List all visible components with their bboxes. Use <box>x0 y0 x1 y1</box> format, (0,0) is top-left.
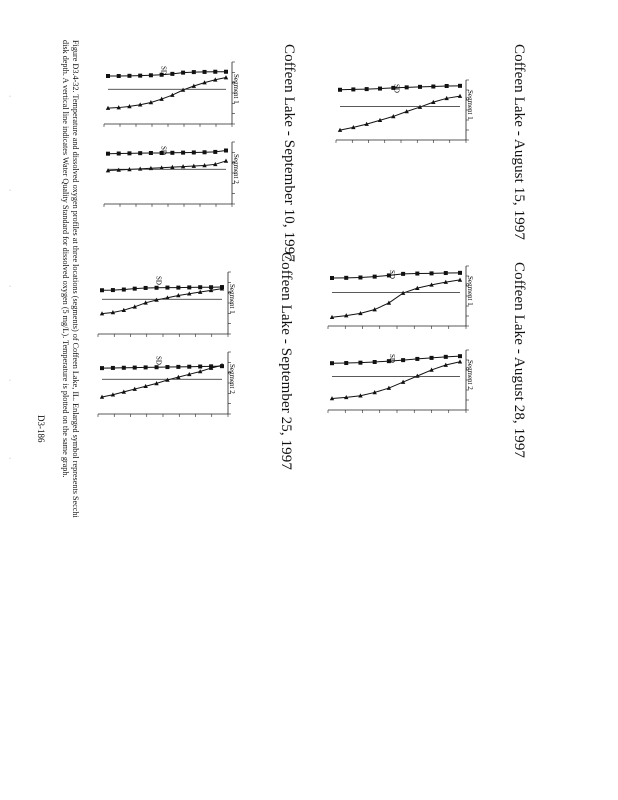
segment-label: Segment 1 <box>228 284 236 314</box>
do-point <box>224 159 228 163</box>
temp-point <box>445 84 449 88</box>
temp-point <box>415 357 419 361</box>
do-point <box>387 301 391 305</box>
plot-area <box>328 350 474 413</box>
segment-label: Segment 2 <box>232 154 240 184</box>
temp-point <box>431 85 435 89</box>
temp-point <box>176 365 180 369</box>
temp-point <box>430 356 434 360</box>
temp-point <box>117 74 121 78</box>
segment-label: Segment 2 <box>228 364 236 394</box>
do-point <box>458 94 462 98</box>
temp-point <box>149 151 153 155</box>
temp-point <box>330 276 334 280</box>
temp-point <box>149 73 153 77</box>
temp-point <box>415 272 419 276</box>
temp-point <box>418 85 422 89</box>
temp-point <box>117 152 121 156</box>
temp-point <box>127 74 131 78</box>
temp-point <box>224 70 228 74</box>
temp-point <box>170 72 174 76</box>
temp-point <box>358 275 362 279</box>
plot-area <box>98 352 236 417</box>
temp-point <box>122 288 126 292</box>
temp-point <box>198 285 202 289</box>
plot-area <box>98 272 236 337</box>
panel-title: Coffeen Lake - September 10, 1997 <box>281 44 297 262</box>
do-point <box>458 359 462 363</box>
temp-point <box>187 285 191 289</box>
temp-point <box>133 366 137 370</box>
do-point <box>224 75 228 79</box>
secchi-label: SD <box>388 270 397 279</box>
temp-point <box>100 288 104 292</box>
temp-point <box>187 365 191 369</box>
temp-point <box>330 361 334 365</box>
caption-line: Figure D3.4-32. Temperature and dissolved oxygen profiles at three locations (segments) of Coffeen Lake, IL. Enlarged symbol represents Secchi <box>71 40 80 518</box>
temp-point <box>106 152 110 156</box>
temp-point <box>122 366 126 370</box>
series-line <box>108 78 226 109</box>
secchi-label: SD <box>159 66 168 75</box>
secchi-label: SD <box>159 146 168 155</box>
temp-point <box>127 151 131 155</box>
temp-point <box>405 85 409 89</box>
temp-point <box>144 286 148 290</box>
profile-chart <box>84 260 244 352</box>
series-line <box>102 366 222 368</box>
caption-line: disk depth. A vertical line indicates Water Quality Standard for dissolved oxygen (5 mg/L). Temperature is plotted on the same graph. <box>61 40 70 478</box>
panel-title: Coffeen Lake - September 25, 1997 <box>278 252 294 470</box>
temp-point <box>213 70 217 74</box>
temp-point <box>181 151 185 155</box>
temp-point <box>133 287 137 291</box>
figure-caption <box>60 40 80 518</box>
temp-point <box>213 150 217 154</box>
temp-point <box>365 87 369 91</box>
temp-point <box>458 271 462 275</box>
temp-point <box>351 87 355 91</box>
series-line <box>332 280 460 317</box>
secchi-label: SD <box>392 84 401 93</box>
plot-area <box>104 62 240 127</box>
segment-label: Segment 1 <box>232 74 240 104</box>
temp-point <box>401 358 405 362</box>
profile-chart <box>314 254 482 344</box>
temp-point <box>344 276 348 280</box>
series-line <box>102 289 222 314</box>
temp-point <box>358 361 362 365</box>
temp-point <box>444 355 448 359</box>
scan-mark: · <box>9 284 11 290</box>
segment-label: Segment 1 <box>466 276 474 306</box>
series-line <box>340 96 460 130</box>
temp-point <box>373 360 377 364</box>
profile-chart <box>314 338 482 428</box>
profile-chart <box>90 130 248 222</box>
temp-point <box>111 288 115 292</box>
segment-label: Segment 2 <box>466 360 474 390</box>
page-number: D3-186 <box>36 415 46 443</box>
temp-point <box>378 87 382 91</box>
scan-mark: · <box>9 94 11 100</box>
temp-point <box>430 271 434 275</box>
temp-point <box>458 354 462 358</box>
secchi-label: SD <box>388 354 397 363</box>
temp-point <box>401 272 405 276</box>
profile-chart <box>322 68 482 158</box>
temp-point <box>138 151 142 155</box>
temp-point <box>176 286 180 290</box>
temp-point <box>165 365 169 369</box>
segment-label: Segment 1 <box>466 90 474 120</box>
temp-point <box>170 151 174 155</box>
scan-mark: · <box>9 456 11 462</box>
secchi-label: SD <box>154 356 163 365</box>
panel-title: Coffeen Lake - August 15, 1997 <box>511 44 527 241</box>
temp-point <box>373 275 377 279</box>
plot-area <box>104 142 240 207</box>
temp-point <box>155 365 159 369</box>
temp-point <box>155 286 159 290</box>
temp-point <box>458 84 462 88</box>
temp-point <box>138 74 142 78</box>
temp-point <box>444 271 448 275</box>
temp-point <box>106 74 110 78</box>
temp-point <box>224 149 228 153</box>
panel-title: Coffeen Lake - August 28, 1997 <box>511 262 527 459</box>
temp-point <box>203 70 207 74</box>
do-point <box>458 278 462 282</box>
temp-point <box>144 365 148 369</box>
temp-point <box>100 366 104 370</box>
temp-point <box>344 361 348 365</box>
series-line <box>102 365 222 397</box>
series-line <box>332 362 460 399</box>
temp-point <box>198 365 202 369</box>
temp-point <box>111 366 115 370</box>
temp-point <box>203 150 207 154</box>
plot-area <box>328 266 474 329</box>
profile-chart <box>90 50 248 142</box>
plot-area <box>336 80 474 143</box>
temp-point <box>338 88 342 92</box>
series-line <box>102 287 222 290</box>
temp-point <box>192 150 196 154</box>
secchi-label: SD <box>154 276 163 285</box>
scan-mark: · <box>9 188 11 194</box>
scan-mark: · <box>9 378 11 384</box>
temp-point <box>165 286 169 290</box>
profile-chart <box>84 340 244 432</box>
temp-point <box>192 70 196 74</box>
temp-point <box>181 71 185 75</box>
